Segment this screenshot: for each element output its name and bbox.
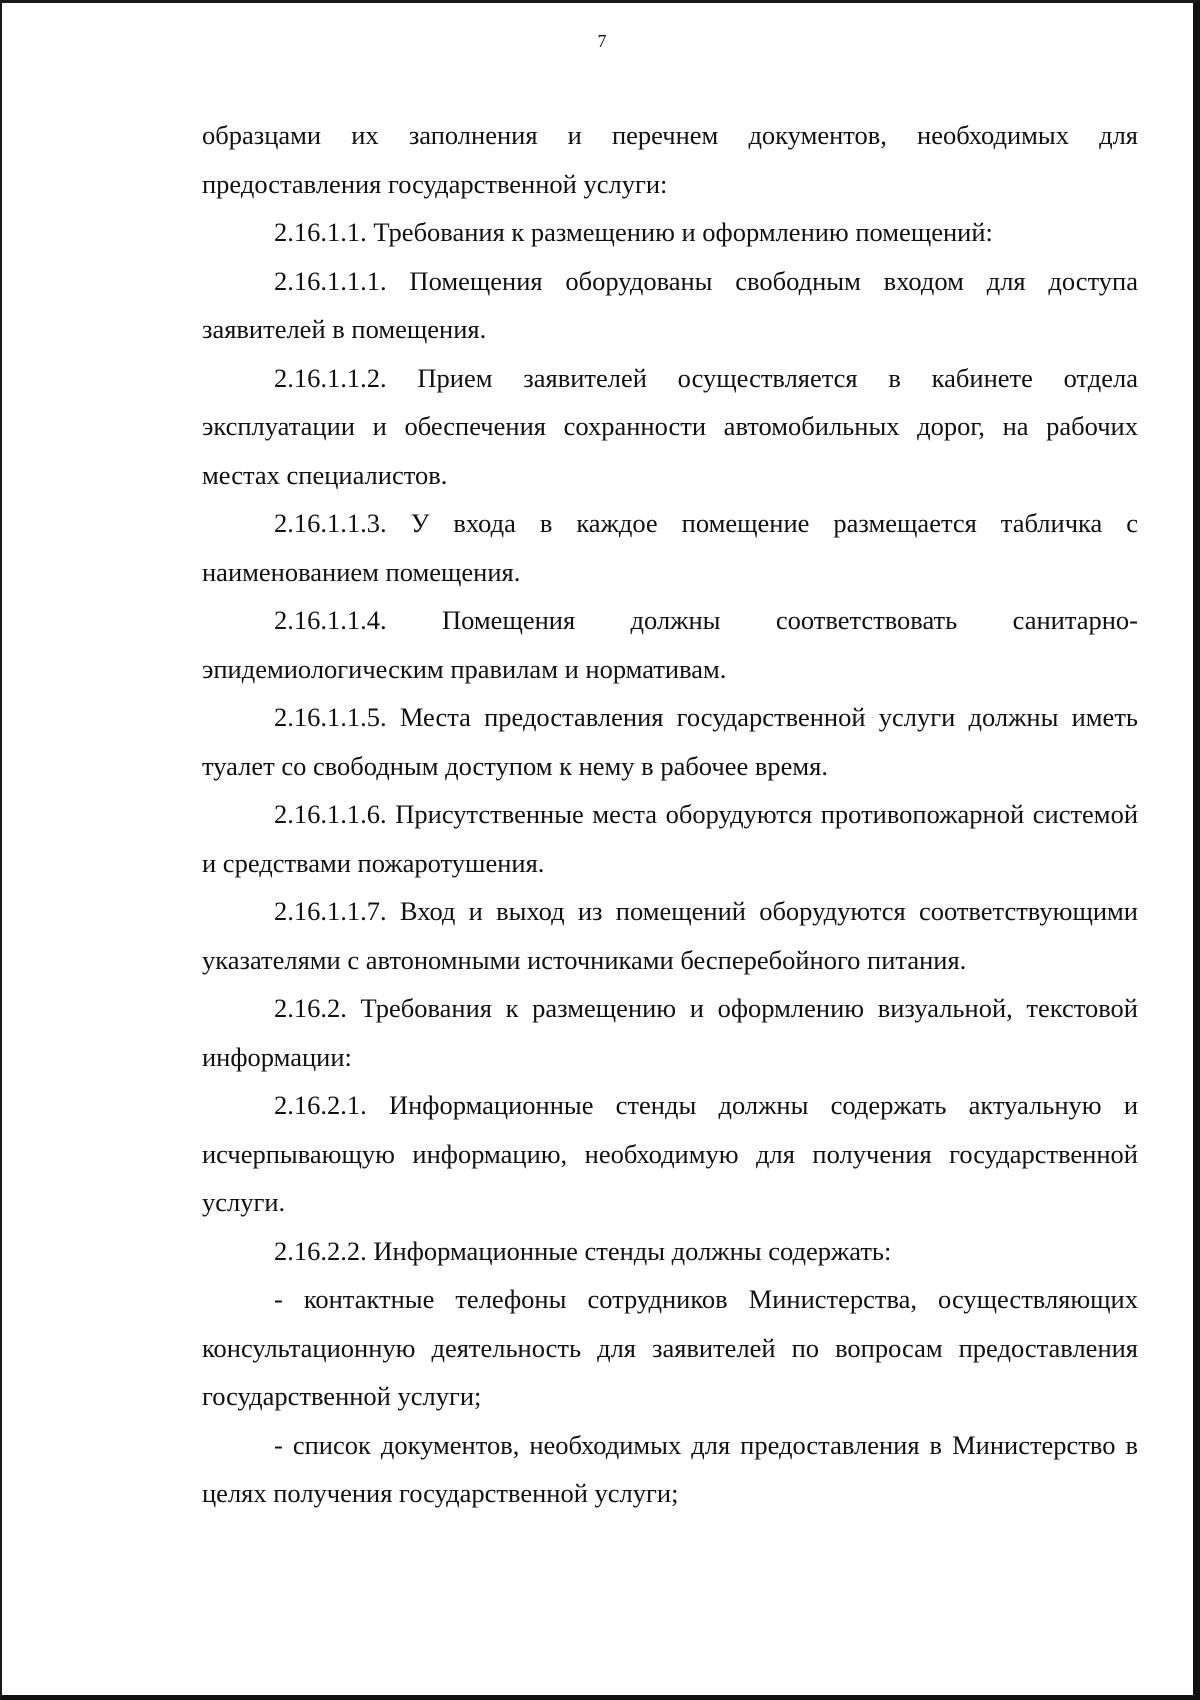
list-item: - контактные телефоны сотрудников Министерства, осуществляющих консультационную деятельность для заявителей по вопросам предоставления государственной услуги; — [202, 1284, 1138, 1411]
paragraph: 2.16.1.1. Требования к размещению и оформлению помещений: — [274, 217, 993, 247]
paragraph: 2.16.1.1.1. Помещения оборудованы свободным входом для доступа заявителей в помещения. — [202, 265, 1138, 344]
paragraph: 2.16.1.1.3. У входа в каждое помещение размещается табличка с наименованием помещения. — [202, 508, 1138, 587]
document-body — [202, 111, 1138, 1518]
list-item: - список документов, необходимых для предоставления в Министерство в целях получения государственной услуги; — [202, 1429, 1138, 1508]
paragraph: 2.16.1.1.2. Прием заявителей осуществляется в кабинете отдела эксплуатации и обеспечения сохранности автомобильных дорог, на рабочих местах специалистов. — [202, 362, 1138, 490]
paragraph: 2.16.1.1.7. Вход и выход из помещений оборудуются соответствующими указателями с автономными источниками бесперебойного питания. — [202, 896, 1138, 975]
page-number: 7 — [597, 31, 607, 51]
paragraph: 2.16.2. Требования к размещению и оформлению визуальной, текстовой информации: — [202, 993, 1138, 1072]
paragraph: 2.16.1.1.6. Присутственные места оборудуются противопожарной системой и средствами пожаротушения. — [202, 799, 1138, 878]
paragraph: 2.16.1.1.5. Места предоставления государственной услуги должны иметь туалет со свободным доступом к нему в рабочее время. — [202, 702, 1138, 781]
paragraph: 2.16.2.1. Информационные стенды должны содержать актуальную и исчерпывающую информацию, необходимую для получения государственной услуги. — [202, 1090, 1138, 1217]
paragraph: 2.16.2.2. Информационные стенды должны содержать: — [274, 1235, 892, 1266]
paragraph: 2.16.1.1.4. Помещения должны соответствовать санитарно-эпидемиологическим правилам и нормативам. — [202, 605, 1138, 684]
paragraph: образцами их заполнения и перечнем документов, необходимых для предоставления государственной услуги: — [202, 120, 1138, 199]
